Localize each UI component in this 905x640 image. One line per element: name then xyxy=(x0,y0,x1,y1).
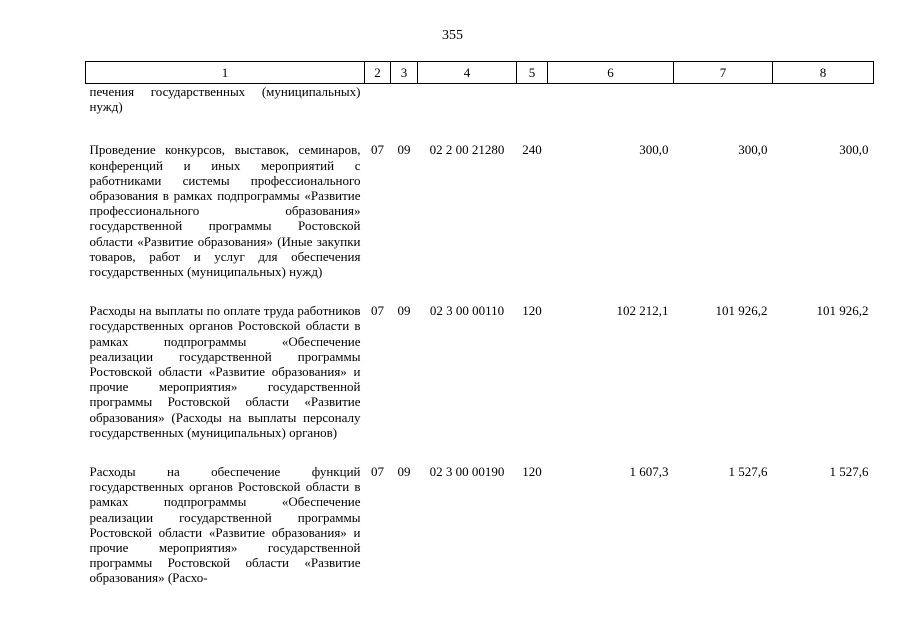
header-col-6: 6 xyxy=(548,62,674,84)
row-value-8: 1 527,6 xyxy=(829,464,869,480)
row-csr: 02 3 00 00110 xyxy=(429,303,505,319)
header-row xyxy=(86,62,874,84)
row-description: Расходы на выплаты по оплате труда работников государственных органов Ростовской области в рамках подпрограммы «Обеспечение реализации государственной программы Ростовской области «Развитие образования» и прочие мероприятия» государственной программы Ростовской области «Развитие образования» (Расходы на выплаты персоналу государственных (муниципальных) органов) xyxy=(89,303,361,440)
row-vr: 120 xyxy=(522,303,542,319)
table-row xyxy=(86,114,874,279)
header-col-5: 5 xyxy=(517,62,548,84)
table-row-continuation xyxy=(86,84,874,115)
row-value-6: 300,0 xyxy=(639,142,669,158)
header-col-2: 2 xyxy=(365,62,391,84)
table-row xyxy=(86,440,874,586)
header-col-7: 7 xyxy=(674,62,773,84)
row-description: Расходы на обеспечение функций государственных органов Ростовской области в рамках подпрограммы «Обеспечение реализации государственной программы Ростовской области «Развитие образования» и прочие мероприятия» государственной программы Ростовской области «Развитие образования» (Расхо- xyxy=(89,464,361,586)
row-pr: 09 xyxy=(397,142,411,158)
row-vr: 120 xyxy=(522,464,542,480)
header-col-1: 1 xyxy=(86,62,365,84)
page-number: 355 xyxy=(442,28,463,43)
row-value-7: 101 926,2 xyxy=(715,303,768,319)
row-value-8: 300,0 xyxy=(839,142,869,158)
row-rz: 07 xyxy=(371,142,384,158)
row-value-7: 1 527,6 xyxy=(728,464,768,480)
row-description: Проведение конкурсов, выставок, семинаров, конференций и иных мероприятий с работниками системы профессионального образования в рамках подпрограммы «Развитие профессионального образования» государственной программы Ростовской области «Развитие образования» (Иные закупки товаров, работ и услуг для обеспечения государственных (муниципальных) нужд) xyxy=(89,142,361,280)
row-vr: 240 xyxy=(522,142,542,158)
row-description: печения государственных (муниципальных) нужд) xyxy=(89,84,361,115)
row-csr: 02 3 00 00190 xyxy=(429,464,505,480)
budget-table xyxy=(85,61,874,586)
header-col-8: 8 xyxy=(773,62,874,84)
row-value-7: 300,0 xyxy=(738,142,768,158)
row-rz: 07 xyxy=(371,464,384,480)
row-value-6: 1 607,3 xyxy=(629,464,669,480)
header-col-3: 3 xyxy=(391,62,418,84)
row-value-8: 101 926,2 xyxy=(816,303,869,319)
row-csr: 02 2 00 21280 xyxy=(429,142,505,158)
header-col-4: 4 xyxy=(418,62,517,84)
row-pr: 09 xyxy=(397,303,411,319)
row-pr: 09 xyxy=(397,464,411,480)
row-rz: 07 xyxy=(371,303,384,319)
table-row xyxy=(86,279,874,440)
row-value-6: 102 212,1 xyxy=(616,303,669,319)
